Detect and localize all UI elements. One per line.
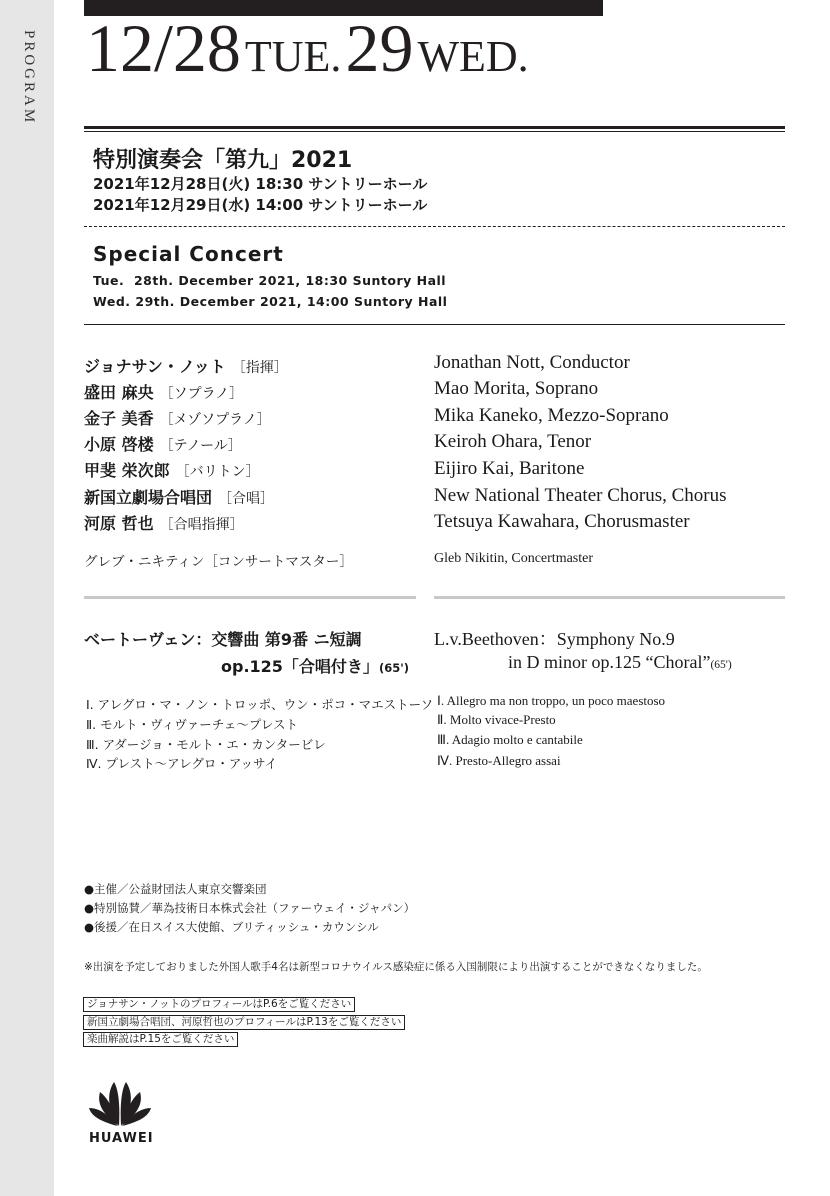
performer-en: Eijiro Kai, Baritone — [434, 458, 585, 479]
reference-box: 新国立劇場合唱団、河原哲也のプロフィールはP.13をご覧ください — [83, 1015, 405, 1030]
work-subtitle-en — [508, 652, 732, 673]
movement-en: Ⅰ. Allegro ma non troppo, un poco maestoso — [437, 693, 666, 708]
performer-en: New National Theater Chorus, Chorus — [434, 485, 727, 506]
performer-jp — [84, 406, 271, 429]
movement-jp: Ⅳ. プレスト～アレグロ・アッサイ — [86, 756, 278, 771]
movement-jp: Ⅰ. アレグロ・マ・ノン・トロッポ、ウン・ポコ・マエストーソ — [86, 697, 434, 712]
movement-jp: Ⅱ. モルト・ヴィヴァーチェ～プレスト — [86, 717, 298, 732]
performer-en: Mika Kaneko, Mezzo-Soprano — [434, 405, 669, 426]
performer-jp — [84, 354, 288, 377]
credit-line: ●特別協賛／華為技術日本株式会社（ファーウェイ・ジャパン） — [84, 901, 416, 915]
date-1: 12/28 — [86, 10, 241, 86]
work-subtitle-jp — [221, 654, 409, 677]
performer-name: 小原 啓楼 — [84, 435, 154, 454]
notice: ※出演を予定しておりました外国人歌手4名は新型コロナウイルス感染症に係る入国制限により出演することができなくなりました。 — [84, 961, 708, 973]
divider-thick — [84, 126, 785, 129]
performer-role: ［メゾソプラノ］ — [159, 412, 271, 428]
credit-line: ●主催／公益財団法人東京交響楽団 — [84, 882, 267, 896]
divider-gray-left — [84, 596, 416, 599]
performer-role: ［合唱指揮］ — [159, 517, 244, 533]
work-opus-en: in D minor op.125 “Choral” — [508, 652, 711, 672]
performer-name: 河原 哲也 — [84, 514, 154, 533]
performer-role: ［ソプラノ］ — [159, 386, 244, 402]
work-duration-en: (65') — [710, 659, 732, 671]
performer-en: Tetsuya Kawahara, Chorusmaster — [434, 511, 690, 532]
concert-title-en: Special Concert — [93, 242, 284, 266]
concert-date-jp-2: 2021年12月29日(水) 14:00 サントリーホール — [93, 196, 428, 214]
day-2: WED. — [417, 32, 529, 81]
performer-role: ［合唱］ — [218, 491, 275, 507]
work-title-en: L.v.Beethoven：Symphony No.9 — [434, 629, 675, 649]
movement-en: Ⅲ. Adagio molto e cantabile — [437, 732, 583, 747]
reference-box: ジョナサン・ノットのプロフィールはP.6をご覧ください — [83, 997, 355, 1012]
concert-date-en-2: Wed. 29th. December 2021, 14:00 Suntory Hall — [93, 294, 448, 309]
sidebar — [0, 0, 54, 1196]
divider-thin-under — [84, 131, 785, 132]
performer-en: Jonathan Nott, Conductor — [434, 352, 630, 373]
concertmaster-en: Gleb Nikitin, Concertmaster — [434, 551, 594, 566]
concertmaster-jp: グレブ・ニキティン［コンサートマスター］ — [84, 554, 353, 570]
huawei-logo-icon — [88, 1080, 152, 1128]
date-header — [86, 10, 529, 86]
credit-line: ●後援／在日スイス大使館、ブリティッシュ・カウンシル — [84, 920, 379, 934]
performer-name: 新国立劇場合唱団 — [84, 488, 213, 507]
movement-jp: Ⅲ. アダージョ・モルト・エ・カンタービレ — [86, 737, 326, 752]
performer-name: 盛田 麻央 — [84, 383, 154, 402]
work-title-jp: ベートーヴェン：交響曲 第9番 ニ短調 — [84, 630, 362, 649]
day-1: TUE. — [244, 32, 342, 81]
divider-dashed — [84, 226, 785, 227]
work-opus-jp: op.125「合唱付き」 — [221, 657, 379, 676]
performer-en: Mao Morita, Soprano — [434, 378, 599, 399]
performer-name: 甲斐 栄次郎 — [84, 461, 170, 480]
date-2: 29 — [345, 10, 414, 86]
performer-en: Keiroh Ohara, Tenor — [434, 431, 592, 452]
performer-name: 金子 美香 — [84, 409, 154, 428]
reference-box: 楽曲解説はP.15をご覧ください — [83, 1032, 238, 1047]
sidebar-label: PROGRAM — [21, 30, 37, 126]
divider-gray-right — [434, 596, 785, 599]
performer-jp — [84, 458, 260, 481]
performer-jp — [84, 511, 244, 534]
performer-role: ［指揮］ — [231, 360, 288, 376]
sponsor-name: HUAWEI — [89, 1131, 154, 1146]
performer-jp — [84, 380, 243, 403]
concert-date-en-1: Tue. 28th. December 2021, 18:30 Suntory Hall — [93, 273, 447, 288]
divider-thin — [84, 324, 785, 325]
movement-en: Ⅳ. Presto-Allegro assai — [437, 753, 561, 768]
movement-en: Ⅱ. Molto vivace-Presto — [437, 712, 556, 727]
performer-role: ［バリトン］ — [175, 464, 260, 480]
performer-name: ジョナサン・ノット — [84, 357, 226, 376]
work-duration-jp: (65') — [378, 661, 409, 675]
performer-jp — [84, 432, 242, 455]
performer-jp — [84, 485, 274, 508]
performer-role: ［テノール］ — [159, 438, 242, 454]
concert-date-jp-1: 2021年12月28日(火) 18:30 サントリーホール — [93, 175, 428, 193]
concert-title-jp: 特別演奏会「第九」2021 — [93, 148, 353, 173]
